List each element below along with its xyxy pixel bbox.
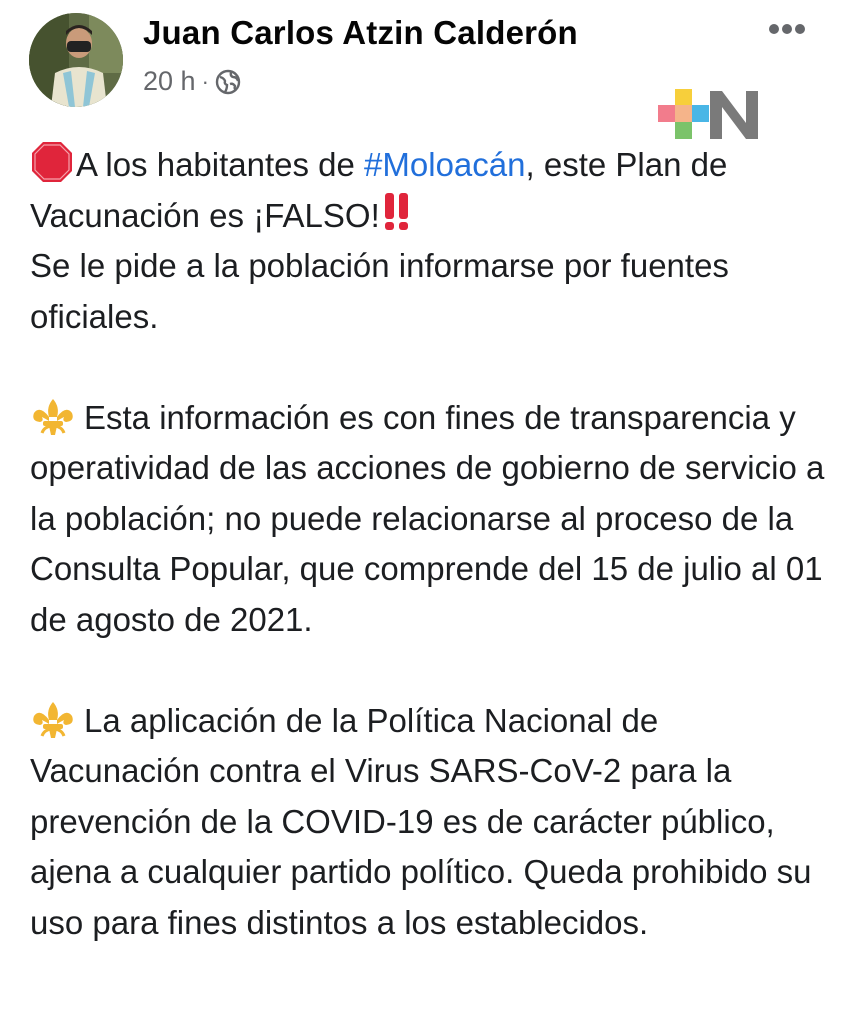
brand-logo — [658, 89, 762, 141]
more-horizontal-icon — [762, 14, 812, 44]
paragraph-3 — [30, 696, 830, 949]
more-options-button[interactable] — [762, 14, 812, 44]
stop-sign-icon — [30, 140, 74, 184]
post-header — [0, 0, 850, 120]
meta-separator: · — [201, 68, 209, 94]
hashtag-link[interactable]: #Moloacán — [364, 146, 526, 183]
paragraph-2 — [30, 393, 830, 646]
paragraph-3-text: La aplicación de la Política Nacional de Vacunación contra el Virus SARS-CoV-2 para la prevención de la COVID-19 es de carácter público, ajena a cualquier partido político. Queda prohibido su uso para fines distintos a los establecidos. — [30, 701, 812, 941]
paragraph-1-text-a: A los habitantes de — [76, 146, 365, 183]
fleur-de-lis-icon — [30, 700, 76, 740]
post-time[interactable]: 20 h — [143, 66, 196, 96]
post-body — [30, 140, 830, 948]
paragraph-1-followup: Se le pide a la población informarse por fuentes oficiales. — [30, 247, 729, 335]
globe-icon[interactable] — [215, 69, 241, 95]
fleur-de-lis-icon — [30, 397, 76, 437]
double-exclamation-icon — [380, 191, 414, 231]
plus-n-logo — [658, 89, 762, 141]
paragraph-2-text: Esta información es con fines de transparencia y operatividad de las acciones de gobierno de servicio a la población; no puede relacionarse al proceso de la Consulta Popular, que comprende del 15 de julio al 01 de agosto de 2021. — [30, 398, 825, 638]
paragraph-1-text-b: , este Plan de Vacunación es ¡FALSO! — [30, 146, 728, 234]
post-meta — [143, 66, 241, 97]
author-name[interactable]: Juan Carlos Atzin Calderón — [143, 14, 578, 51]
avatar[interactable] — [29, 13, 123, 107]
paragraph-1 — [30, 140, 830, 241]
avatar-photo — [29, 13, 123, 107]
